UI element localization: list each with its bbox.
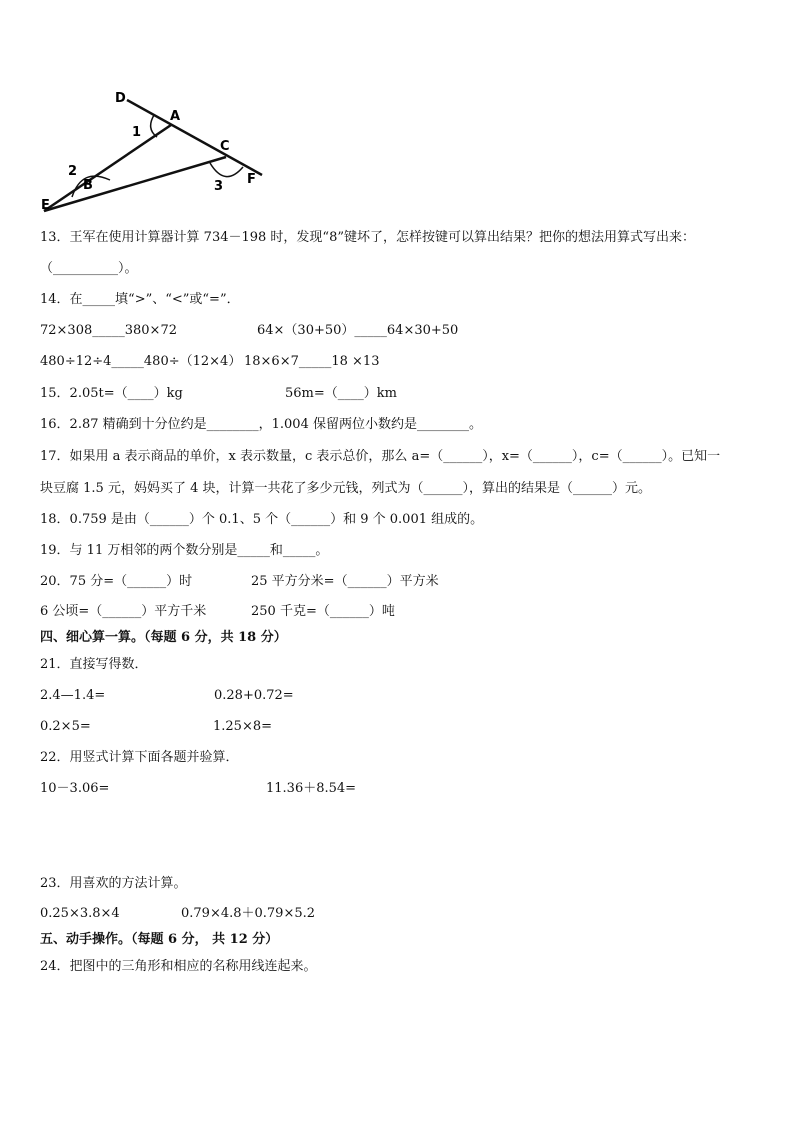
q13-text: 13．王军在使用计算器计算 734－198 时，发现“8”键坏了，怎样按键可以算出结果？把你的想法用算式写出来： xyxy=(40,230,695,245)
q23-item-2: 0.79×4.8＋0.79×5.2 xyxy=(181,906,316,921)
q23-title: 23．用喜欢的方法计算。 xyxy=(40,876,187,891)
label-angle-3: 3 xyxy=(214,179,224,194)
q24-text: 24．把图中的三角形和相应的名称用线连起来。 xyxy=(40,959,317,974)
label-e: E xyxy=(41,198,50,213)
q17-line1: 17．如果用 a 表示商品的单价，x 表示数量，c 表示总价，那么 a=（______），x=（______），c=（______）。已知一 xyxy=(40,449,721,464)
angle-figure xyxy=(30,85,330,215)
q22-item-1: 10－3.06= xyxy=(40,781,110,796)
q20-row1-b: 25 平方分米=（______）平方米 xyxy=(251,574,439,589)
label-a: A xyxy=(170,109,181,124)
angle-3-arc xyxy=(210,163,243,177)
q21-row1-a: 2.4—1.4= xyxy=(40,688,106,703)
q14-row2-a: 480÷12÷4_____480÷（12×4） xyxy=(40,354,242,369)
q22-item-2: 11.36＋8.54= xyxy=(266,781,357,796)
q22-title: 22．用竖式计算下面各题并验算． xyxy=(40,750,239,765)
q13-answer: （__________）。 xyxy=(40,261,138,276)
q23-item-1: 0.25×3.8×4 xyxy=(40,906,120,921)
label-d: D xyxy=(115,91,126,106)
label-b: B xyxy=(83,178,93,193)
q20-row2-a: 6 公顷=（______）平方千米 xyxy=(40,604,207,619)
section4-title: 四、细心算一算。（每题 6 分，共 18 分） xyxy=(40,630,287,645)
q18-text: 18．0.759 是由（______）个 0.1、5 个（______）和 9 个 0.001 组成的。 xyxy=(40,512,484,527)
q14-row1-a: 72×308_____380×72 xyxy=(40,323,177,338)
q15-b: 56m=（____）km xyxy=(285,386,397,401)
q20-row1-a: 20．75 分=（______）时 xyxy=(40,574,193,589)
q14-row1-b: 64×（30+50）_____64×30+50 xyxy=(257,323,459,338)
q17-line2: 块豆腐 1.5 元，妈妈买了 4 块，计算一共花了多少元钱，列式为（______），算出的结果是（______）元。 xyxy=(40,481,651,496)
q20-row2-b: 250 千克=（______）吨 xyxy=(251,604,395,619)
q21-title: 21．直接写得数． xyxy=(40,657,148,672)
q19-text: 19．与 11 万相邻的两个数分别是_____和_____。 xyxy=(40,543,329,558)
q21-row2-a: 0.2×5= xyxy=(40,719,91,734)
q14-row2-b: 18×6×7_____18 ×13 xyxy=(244,354,380,369)
q15-a: 15．2.05t=（____）kg xyxy=(40,386,183,401)
label-c: C xyxy=(220,139,230,154)
q14-title: 14．在_____填“>”、“<”或“=”． xyxy=(40,292,240,307)
line-e-a xyxy=(44,125,171,211)
line-d-f xyxy=(127,100,262,175)
label-angle-1: 1 xyxy=(132,125,142,140)
label-angle-2: 2 xyxy=(68,164,78,179)
q16-text: 16．2.87 精确到十分位约是________，1.004 保留两位小数约是________。 xyxy=(40,417,482,432)
label-f: F xyxy=(247,172,256,187)
q21-row1-b: 0.28+0.72= xyxy=(214,688,294,703)
section5-title: 五、动手操作。（每题 6 分， 共 12 分） xyxy=(40,932,279,947)
q21-row2-b: 1.25×8= xyxy=(213,719,273,734)
